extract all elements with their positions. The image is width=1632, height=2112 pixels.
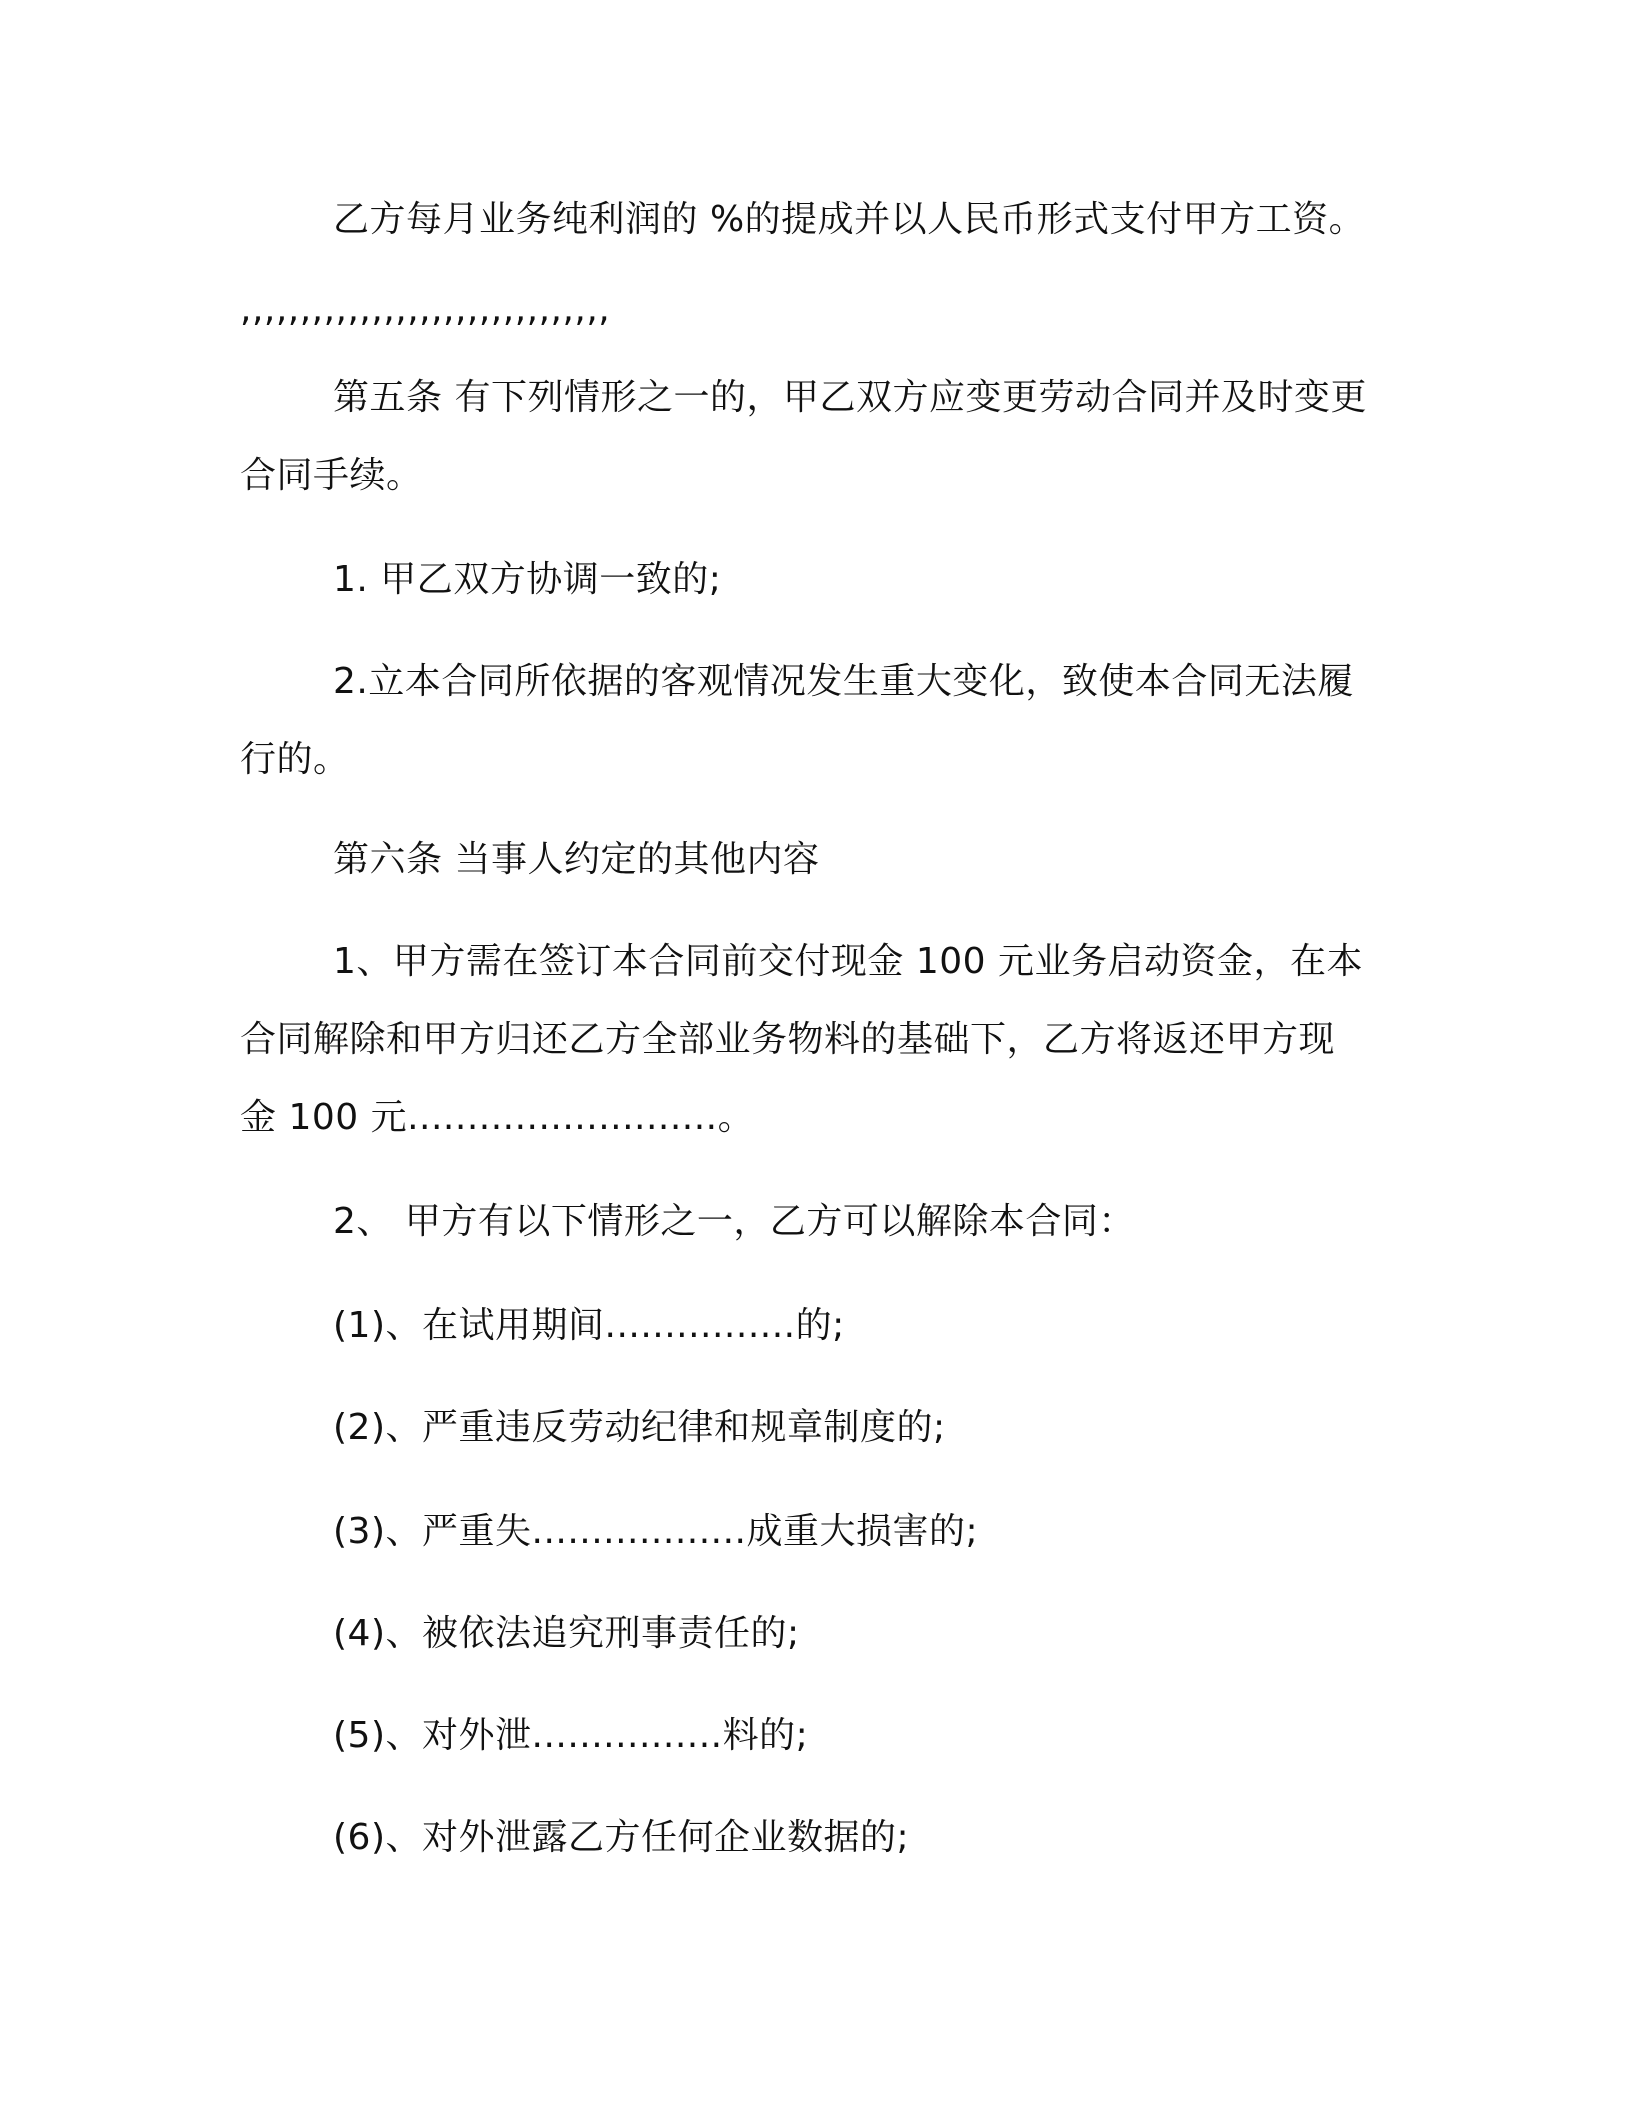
article-5-item-2-cont: 行的。 (240, 739, 350, 780)
article-6-item-1-end: 金 100 元..........................。 (240, 1097, 755, 1138)
article-5-item-1: 1. 甲乙双方协调一致的; (333, 559, 722, 600)
article-6-item-2: 2、 甲方有以下情形之一，乙方可以解除本合同： (333, 1201, 1135, 1242)
article-6-heading: 第六条 当事人约定的其他内容 (333, 839, 820, 880)
list-item-5: (5)、对外泄................料的; (333, 1715, 809, 1756)
article-5-heading: 第五条 有下列情形之一的，甲乙双方应变更劳动合同并及时变更 (333, 377, 1367, 418)
article-5-item-2: 2.立本合同所依据的客观情况发生重大变化，致使本合同无法履 (333, 661, 1354, 702)
list-item-1: (1)、在试用期间................的; (333, 1305, 845, 1346)
text-line-commas: ,,,,,,,,,,,,,,,,,,,,,,,,,,,,,,, (240, 289, 611, 330)
list-item-6: (6)、对外泄露乙方任何企业数据的; (333, 1817, 910, 1858)
article-6-item-1-cont: 合同解除和甲方归还乙方全部业务物料的基础下，乙方将返还甲方现 (240, 1019, 1336, 1060)
article-5-heading-cont: 合同手续。 (240, 455, 423, 496)
article-6-item-1: 1、甲方需在签订本合同前交付现金 100 元业务启动资金，在本 (333, 941, 1364, 982)
list-item-4: (4)、被依法追究刑事责任的; (333, 1613, 800, 1654)
text-line-salary: 乙方每月业务纯利润的 %的提成并以人民币形式支付甲方工资。 (333, 199, 1366, 240)
list-item-3: (3)、严重失..................成重大损害的; (333, 1511, 979, 1552)
list-item-2: (2)、严重违反劳动纪律和规章制度的; (333, 1407, 946, 1448)
